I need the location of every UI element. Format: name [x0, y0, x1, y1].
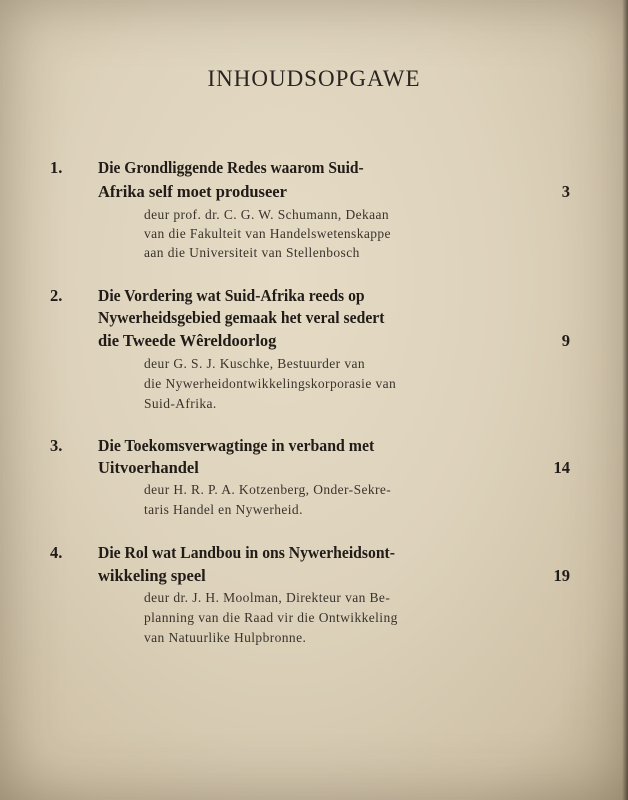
page-title: INHOUDSOPGAWE	[207, 66, 421, 91]
entry-author-line: deur prof. dr. C. G. W. Schumann, Dekaan	[144, 207, 390, 222]
entry-title-line: wikkeling speel	[98, 566, 206, 585]
entry-title-line: Die Vordering wat Suid-Afrika reeds op	[98, 286, 365, 305]
entry-title-line: die Tweede Wêreldoorlog	[98, 331, 277, 350]
entry-author-line: taris Handel en Nywerheid.	[144, 502, 303, 517]
entry-author-line: Suid-Afrika.	[144, 396, 217, 411]
entry-page-number: 9	[561, 331, 570, 350]
entry-author-line: aan die Universiteit van Stellenbosch	[144, 245, 360, 260]
entry-author-line: deur G. S. J. Kuschke, Bestuurder van	[144, 356, 366, 371]
entry-title-line: Die Rol wat Landbou in ons Nywerheidsont-	[98, 543, 396, 562]
entry-title-line: Nywerheidsgebied gemaak het veral sedert	[98, 308, 385, 327]
entry-author-line: die Nywerheidontwikkelingskorporasie van	[144, 376, 397, 391]
entry-title-line: Die Toekomsverwagtinge in verband met	[98, 436, 375, 455]
entry-title-line: Afrika self moet produseer	[98, 182, 287, 201]
entry-number: 3.	[50, 436, 63, 455]
entry-author-line: van Natuurlike Hulpbronne.	[144, 630, 307, 645]
entry-number: 4.	[50, 543, 63, 562]
entry-title-line: Uitvoerhandel	[98, 458, 199, 477]
entry-number: 1.	[50, 158, 63, 177]
entry-author-line: deur dr. J. H. Moolman, Direkteur van Be-	[144, 590, 391, 605]
entry-author-line: planning van die Raad vir die Ontwikkeling	[144, 610, 398, 625]
entry-number: 2.	[50, 286, 63, 305]
entry-author-line: deur H. R. P. A. Kotzenberg, Onder-Sekre-	[144, 482, 392, 497]
entry-author-line: van die Fakulteit van Handelswetenskappe	[144, 226, 391, 241]
entry-page-number: 3	[561, 182, 570, 201]
entry-page-number: 19	[553, 566, 570, 585]
page-edge-shadow	[622, 0, 628, 800]
entry-title-line: Die Grondliggende Redes waarom Suid-	[98, 158, 364, 177]
entry-page-number: 14	[553, 458, 570, 477]
